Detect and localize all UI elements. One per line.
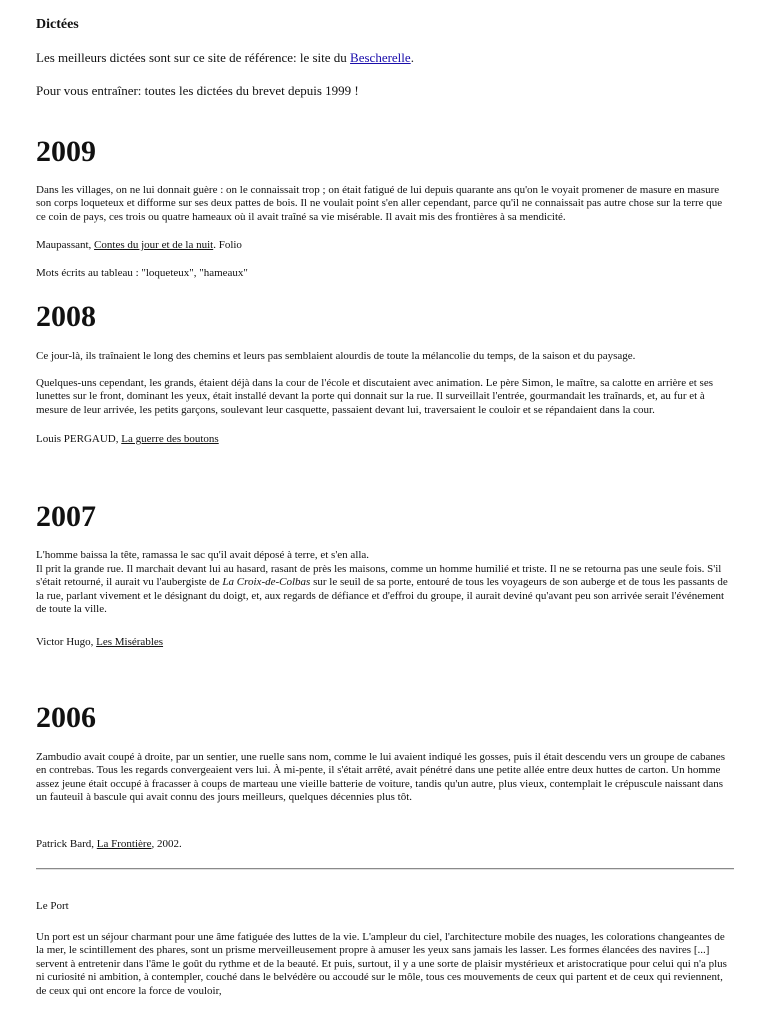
- author: Louis PERGAUD,: [36, 433, 122, 445]
- year-heading-2008: 2008: [36, 300, 96, 333]
- dictee-note-2009: Mots écrits au tableau : "loqueteux", "hameaux": [36, 267, 248, 279]
- publisher: , 2002.: [151, 838, 182, 850]
- dictee-source-2009: [36, 239, 734, 252]
- intro-line-2: Pour vous entraîner: toutes les dictées du brevet depuis 1999 !: [36, 83, 359, 98]
- year-heading-2009: 2009: [36, 135, 96, 168]
- author: Maupassant,: [36, 239, 95, 251]
- inn-name: La Croix-de-Colbas: [222, 576, 311, 589]
- publisher: . Folio: [213, 239, 242, 251]
- dictee-source-2006: [36, 838, 734, 851]
- port-title: Le Port: [36, 900, 69, 912]
- dictee-text-2006: Zambudio avait coupé à droite, par un sentier, une ruelle sans nom, comme le lui avaient indiqué les gosses, puis il était descendu vers un groupe de cabanes en contrebas. Tous les regards convergeaient vers lui. À mi-pente, il s'était arrêté, avait pénétré dans une petite allée entre deux huttes de carton. Un homme assez jeune était occupé à fracasser à coups de marteau une vieille batterie de voiture, tandis qu'un autre, plus vieux, contemplait le crépuscule naissant dans un fauteuil à bascule qui avait connu des jours meilleurs, quelques décennies plus tôt.: [36, 751, 725, 804]
- author: Patrick Bard,: [36, 838, 97, 850]
- work-title: La Frontière: [96, 838, 152, 850]
- work-title: La guerre des boutons: [121, 433, 219, 445]
- bescherelle-link[interactable]: Bescherelle: [350, 50, 411, 65]
- horizontal-divider: [36, 868, 734, 870]
- dictee-text-2007-a: Il prit la grande rue. Il marchait devant lui au hasard, rasant de près les maisons, comme un homme humilié et triste. Il ne se retourna pas une seule fois. S'il s'était retourné, il aurait vu l'aubergiste de: [36, 563, 722, 589]
- dictee-text-2009: Dans les villages, on ne lui donnait guère : on le connaissait trop ; on était fatigué de lui depuis quarante ans qu'on le voyait promener de masure en masure son corps loqueteux et difforme sur ses deux pattes de bois. Il ne voulait point s'en aller cependant, parce qu'il ne connaissait pas autre chose sur la terre que ce coin de pays, ces trois ou quatre hameaux où il avait traîné sa vie misérable. Il avait mis des frontières à sa mendicité.: [36, 184, 723, 223]
- dictee-source-2007: [36, 636, 734, 649]
- dictee-text-2007-p2: [36, 563, 734, 617]
- dictee-source-2008: [36, 433, 734, 446]
- dictee-text-2008-p2: Quelques-uns cependant, les grands, étaient déjà dans la cour de l'école et discutaient avec animation. Le père Simon, le maître, sa calotte en arrière et ses lunettes sur le front, dominant les yeux, était installé devant la porte qui donnait sur la rue. Il surveillait l'entrée, gourmandait les traînards, et, au fur et à mesure de leur arrivée, les petits garçons, soulevant leur casquette, passaient devant lui, traversaient le couloir et se répandaient dans la cour.: [36, 377, 713, 416]
- intro-suffix: .: [410, 50, 414, 65]
- dictee-text-2008-p1: Ce jour-là, ils traînaient le long des chemins et leurs pas semblaient alourdis de toute la mélancolie du temps, de la saison et du paysage.: [36, 350, 636, 362]
- intro-line-1: [36, 50, 734, 66]
- intro-text: Les meilleurs dictées sont sur ce site de référence: le site du: [36, 50, 351, 65]
- author: Victor Hugo,: [36, 636, 97, 648]
- dictee-text-2007-p1: L'homme baissa la tête, ramassa le sac qu'il avait déposé à terre, et s'en alla.: [36, 549, 370, 561]
- year-heading-2006: 2006: [36, 701, 96, 734]
- page-title: Dictées: [36, 17, 79, 32]
- year-heading-2007: 2007: [36, 500, 96, 533]
- work-title: Les Misérables: [96, 636, 164, 648]
- port-text: Un port est un séjour charmant pour une âme fatiguée des luttes de la vie. L'ampleur du ciel, l'architecture mobile des nuages, les colorations changeantes de la mer, le scintillement des phares, sont un prisme merveilleusement propre à amuser les yeux sans jamais les lasser. Les formes élancées des navires [...] servent à entretenir dans l'âme le goût du rythme et de la beauté. Et puis, surtout, il y a une sorte de plaisir mystérieux et aristocratique pour celui qui n'a plus ni curiosité ni ambition, à contempler, couché dans le belvédère ou accoudé sur le môle, tous ces mouvements de ceux qui partent et de ceux qui reviennent, de ceux qui ont encore la force de vouloir,: [36, 931, 727, 997]
- dictee-text-2007-b: sur le seuil de sa porte, entouré de tous les voyageurs de son auberge et de tous les passants de la rue, parlant vivement et le désignant du doigt, et, aux regards de défiance et d'effroi du groupe, il aurait deviné qu'avant peu son arrivée serait l'événement de toute la ville.: [36, 576, 728, 616]
- work-title: Contes du jour et de la nuit: [94, 239, 214, 251]
